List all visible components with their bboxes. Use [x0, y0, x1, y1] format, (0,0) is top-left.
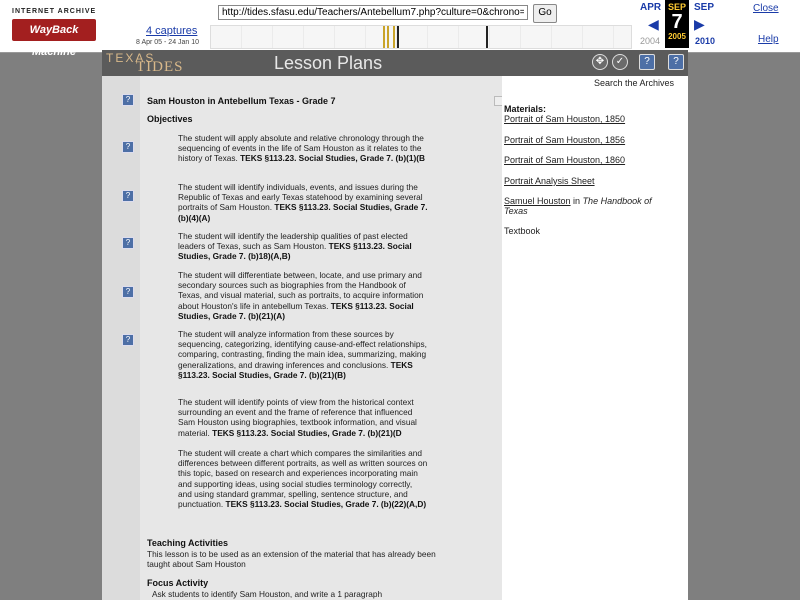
- objective-teks: TEKS §113.23. Social Studies, Grade 7. (b)18)(A,B): [178, 241, 412, 262]
- objective-help-strip: [102, 76, 141, 600]
- focus-activity-heading: Focus Activity: [147, 578, 209, 588]
- target-icon[interactable]: ✥: [592, 54, 608, 70]
- next-month-label[interactable]: SEP: [694, 2, 715, 13]
- objective-text: The student will identify points of view from the historical context surrounding an event and the frame of reference that influenced Sam Houston using biographies, textbook information, and visual material.: [178, 397, 417, 438]
- next-capture-arrow-icon[interactable]: ▶: [694, 16, 705, 32]
- objective-item: [178, 397, 428, 438]
- handbook-link[interactable]: Samuel Houston: [504, 196, 571, 206]
- close-link[interactable]: Close: [753, 3, 779, 14]
- material-link[interactable]: Portrait of Sam Houston, 1860: [504, 155, 626, 165]
- site-header: [102, 50, 688, 76]
- lesson-content: [140, 92, 502, 600]
- objective-teks: TEKS §113.23. Social Studies, Grade 7. (b)(21)(D: [212, 427, 402, 438]
- teaching-activities-text: This lesson is to be used as an extension of the material that has already been taught about Sam Houston: [147, 549, 436, 570]
- help-icon[interactable]: ?: [122, 286, 134, 298]
- objective-teks: TEKS §113.23. Social Studies, Grade 7. (b)(1)(B: [240, 153, 426, 164]
- objective-item: [178, 231, 428, 262]
- objective-text: The student will apply absolute and relative chronology through the sequencing of events in the life of Sam Houston as it relates to the history of Texas.: [178, 133, 424, 164]
- current-year: 2005: [668, 32, 686, 41]
- material-link[interactable]: Portrait of Sam Houston, 1850: [504, 114, 626, 124]
- url-input[interactable]: [218, 5, 528, 20]
- help-icon[interactable]: ?: [668, 54, 684, 70]
- handbook-in: in: [570, 196, 583, 206]
- help-icon[interactable]: ?: [122, 94, 134, 106]
- timeline-tick[interactable]: [393, 26, 395, 48]
- help-icon[interactable]: ?: [639, 54, 655, 70]
- objective-teks: TEKS §113.23. Social Studies, Grade 7. (b)(21)(A): [178, 300, 414, 321]
- timeline-tick[interactable]: [383, 26, 385, 48]
- capture-date-range: 8 Apr 05 - 24 Jan 10: [136, 39, 200, 46]
- prev-month-label[interactable]: APR: [640, 2, 662, 13]
- help-icon[interactable]: ?: [122, 190, 134, 202]
- objective-item: [178, 182, 428, 223]
- objective-item: [178, 448, 428, 509]
- timeline-tick[interactable]: [486, 26, 488, 48]
- textbook-item: Textbook: [504, 226, 541, 236]
- timeline-tick[interactable]: [397, 26, 399, 48]
- objective-teks: TEKS §113.23. Social Studies, Grade 7. (b)(4)(A): [178, 202, 428, 223]
- current-capture-date: [665, 0, 689, 48]
- check-icon[interactable]: ✓: [612, 54, 628, 70]
- objective-item: [178, 270, 428, 321]
- objective-text: The student will create a chart which compares the similarities and differences between different portraits, as well as written sources on this topic, based on research and experiences incorporating main and supporting ideas, using social studies terminology correctly, and using standard grammar, spelling, sentence structure, and punctuation.: [178, 448, 428, 510]
- objectives-heading: Objectives: [147, 114, 193, 124]
- handbook-title: The Handbook of Texas: [504, 196, 652, 216]
- go-button[interactable]: Go: [533, 4, 557, 23]
- wayback-logo-line2: WayBack Machine: [12, 19, 96, 41]
- help-icon[interactable]: ?: [122, 141, 134, 153]
- logo-tides[interactable]: TIDES: [136, 59, 184, 75]
- materials-heading: Materials:: [504, 104, 547, 114]
- captures-link[interactable]: 4 captures: [146, 25, 198, 37]
- objective-item: [178, 133, 428, 164]
- materials-panel: [502, 92, 688, 600]
- objective-text: The student will differentiate between, locate, and use primary and secondary sources such as biographies from the Handbook of Texas, and visual material, such as portraits, to acquire information about Houston's life in antebellum Texas.: [178, 270, 424, 311]
- material-link[interactable]: Portrait of Sam Houston, 1856: [504, 135, 626, 145]
- content-top-bar: [140, 76, 502, 92]
- current-month: SEP: [667, 2, 686, 12]
- focus-activity-text: Ask students to identify Sam Houston, and write a 1 paragraph: [152, 589, 383, 599]
- help-icon[interactable]: ?: [122, 334, 134, 346]
- lesson-title: Sam Houston in Antebellum Texas - Grade 7: [147, 96, 336, 106]
- wayback-logo-line1: INTERNET ARCHIVE: [12, 8, 97, 15]
- help-link[interactable]: Help: [758, 34, 779, 45]
- prev-capture-arrow-icon[interactable]: ◀: [648, 16, 659, 32]
- next-year-label: 2010: [695, 36, 716, 46]
- material-link[interactable]: Portrait Analysis Sheet: [504, 176, 595, 186]
- page-title: Lesson Plans: [274, 53, 383, 73]
- search-bar: [502, 76, 688, 92]
- help-icon[interactable]: ?: [122, 237, 134, 249]
- objective-teks: TEKS §113.23. Social Studies, Grade 7. (b)(21)(B): [178, 359, 413, 380]
- logo-texas[interactable]: TEXAS: [106, 51, 156, 65]
- wayback-logo[interactable]: [8, 6, 100, 58]
- search-archives-link[interactable]: Search the Archives: [593, 78, 674, 88]
- objective-item: [178, 329, 428, 380]
- objective-text: The student will analyze information from these sources by sequencing, categorizing, identifying cause-and-effect relationships, comparing, contrasting, finding the main idea, summarizing, making generalizations, and drawing inferences and conclusions.: [178, 329, 427, 370]
- handbook-entry: [504, 196, 654, 216]
- teaching-activities-heading: Teaching Activities: [147, 538, 229, 548]
- current-day: 7: [671, 11, 683, 33]
- capture-timeline[interactable]: [210, 25, 632, 49]
- timeline-tick[interactable]: [387, 26, 389, 48]
- objective-text: The student will identify individuals, events, and issues during the Republic of Texas and early Texas statehood by examining several portraits of Sam Houston.: [178, 182, 423, 213]
- objective-text: The student will identify the leadership qualities of past elected leaders of Texas, such as Sam Houston.: [178, 231, 408, 252]
- prev-year-label: 2004: [640, 36, 661, 46]
- objective-teks: TEKS §113.23. Social Studies, Grade 7. (b)(22)(A,D): [225, 499, 427, 510]
